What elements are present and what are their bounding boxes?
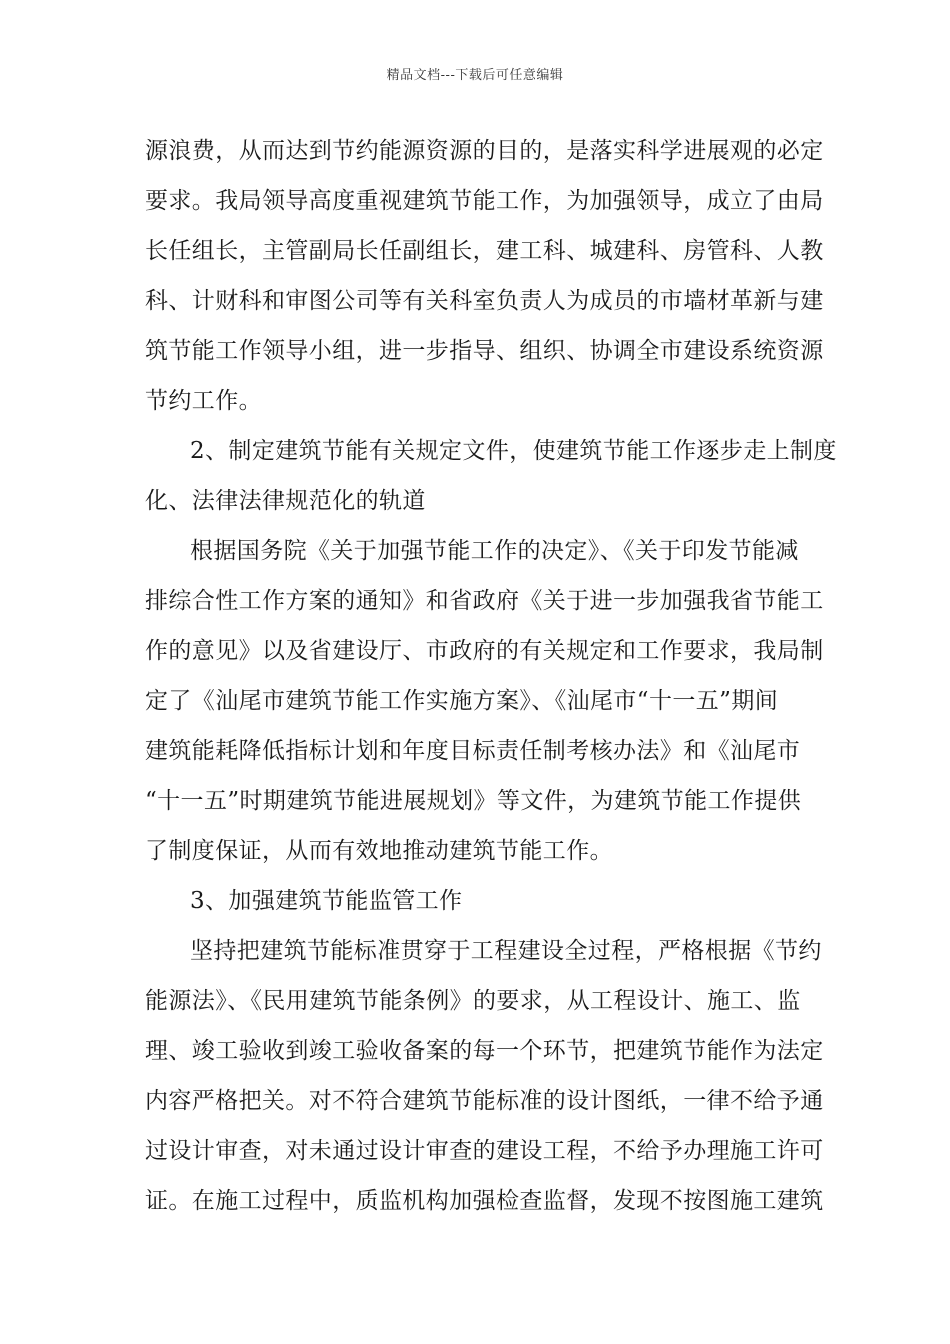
text-line: 证。在施工过程中，质监机构加强检查监督，发现不按图施工建筑 [145,1188,824,1214]
text-line: 了制度保证，从而有效地推动建筑节能工作。 [145,838,613,864]
paragraph-first-line: 坚持把建筑节能标准贯穿于工程建设全过程，严格根据《节约 [190,938,822,964]
text-line: 节约工作。 [145,388,262,414]
section-heading-continuation: 化、法律法律规范化的轨道 [145,488,426,514]
text-line: 作的意见》以及省建设厅、市政府的有关规定和工作要求，我局制 [145,638,824,664]
text-line: 理、竣工验收到竣工验收备案的每一个环节，把建筑节能作为法定 [145,1038,824,1064]
text-line: 排综合性工作方案的通知》和省政府《关于进一步加强我省节能工 [145,588,824,614]
section-heading: 3、加强建筑节能监管工作 [190,888,463,914]
text-line: 定了《汕尾市建筑节能工作实施方案》、《汕尾市“十一五”期间 [145,688,779,714]
text-line: 能源法》、《民用建筑节能条例》的要求，从工程设计、施工、监 [145,988,801,1014]
text-line: 源浪费，从而达到节约能源资源的目的，是落实科学进展观的必定 [145,138,824,164]
text-line: 要求。我局领导高度重视建筑节能工作，为加强领导，成立了由局 [145,188,824,214]
paragraph-first-line: 根据国务院《关于加强节能工作的决定》、《关于印发节能减 [190,538,799,564]
text-line: 科、计财科和审图公司等有关科室负责人为成员的市墙材革新与建 [145,288,824,314]
text-line: 内容严格把关。对不符合建筑节能标准的设计图纸，一律不给予通 [145,1088,824,1114]
text-line: 长任组长，主管副局长任副组长，建工科、城建科、房管科、人教 [145,238,824,264]
text-line: 过设计审查，对未通过设计审查的建设工程，不给予办理施工许可 [145,1138,824,1164]
text-line: 建筑能耗降低指标计划和年度目标责任制考核办法》和《汕尾市 [145,738,801,764]
section-heading: 2、制定建筑节能有关规定文件，使建筑节能工作逐步走上制度 [190,438,837,464]
text-line: 筑节能工作领导小组，进一步指导、组织、协调全市建设系统资源 [145,338,824,364]
text-line: “十一五”时期建筑节能进展规划》等文件，为建筑节能工作提供 [145,788,802,814]
page-header: 精品文档---下载后可任意编辑 [386,68,564,83]
